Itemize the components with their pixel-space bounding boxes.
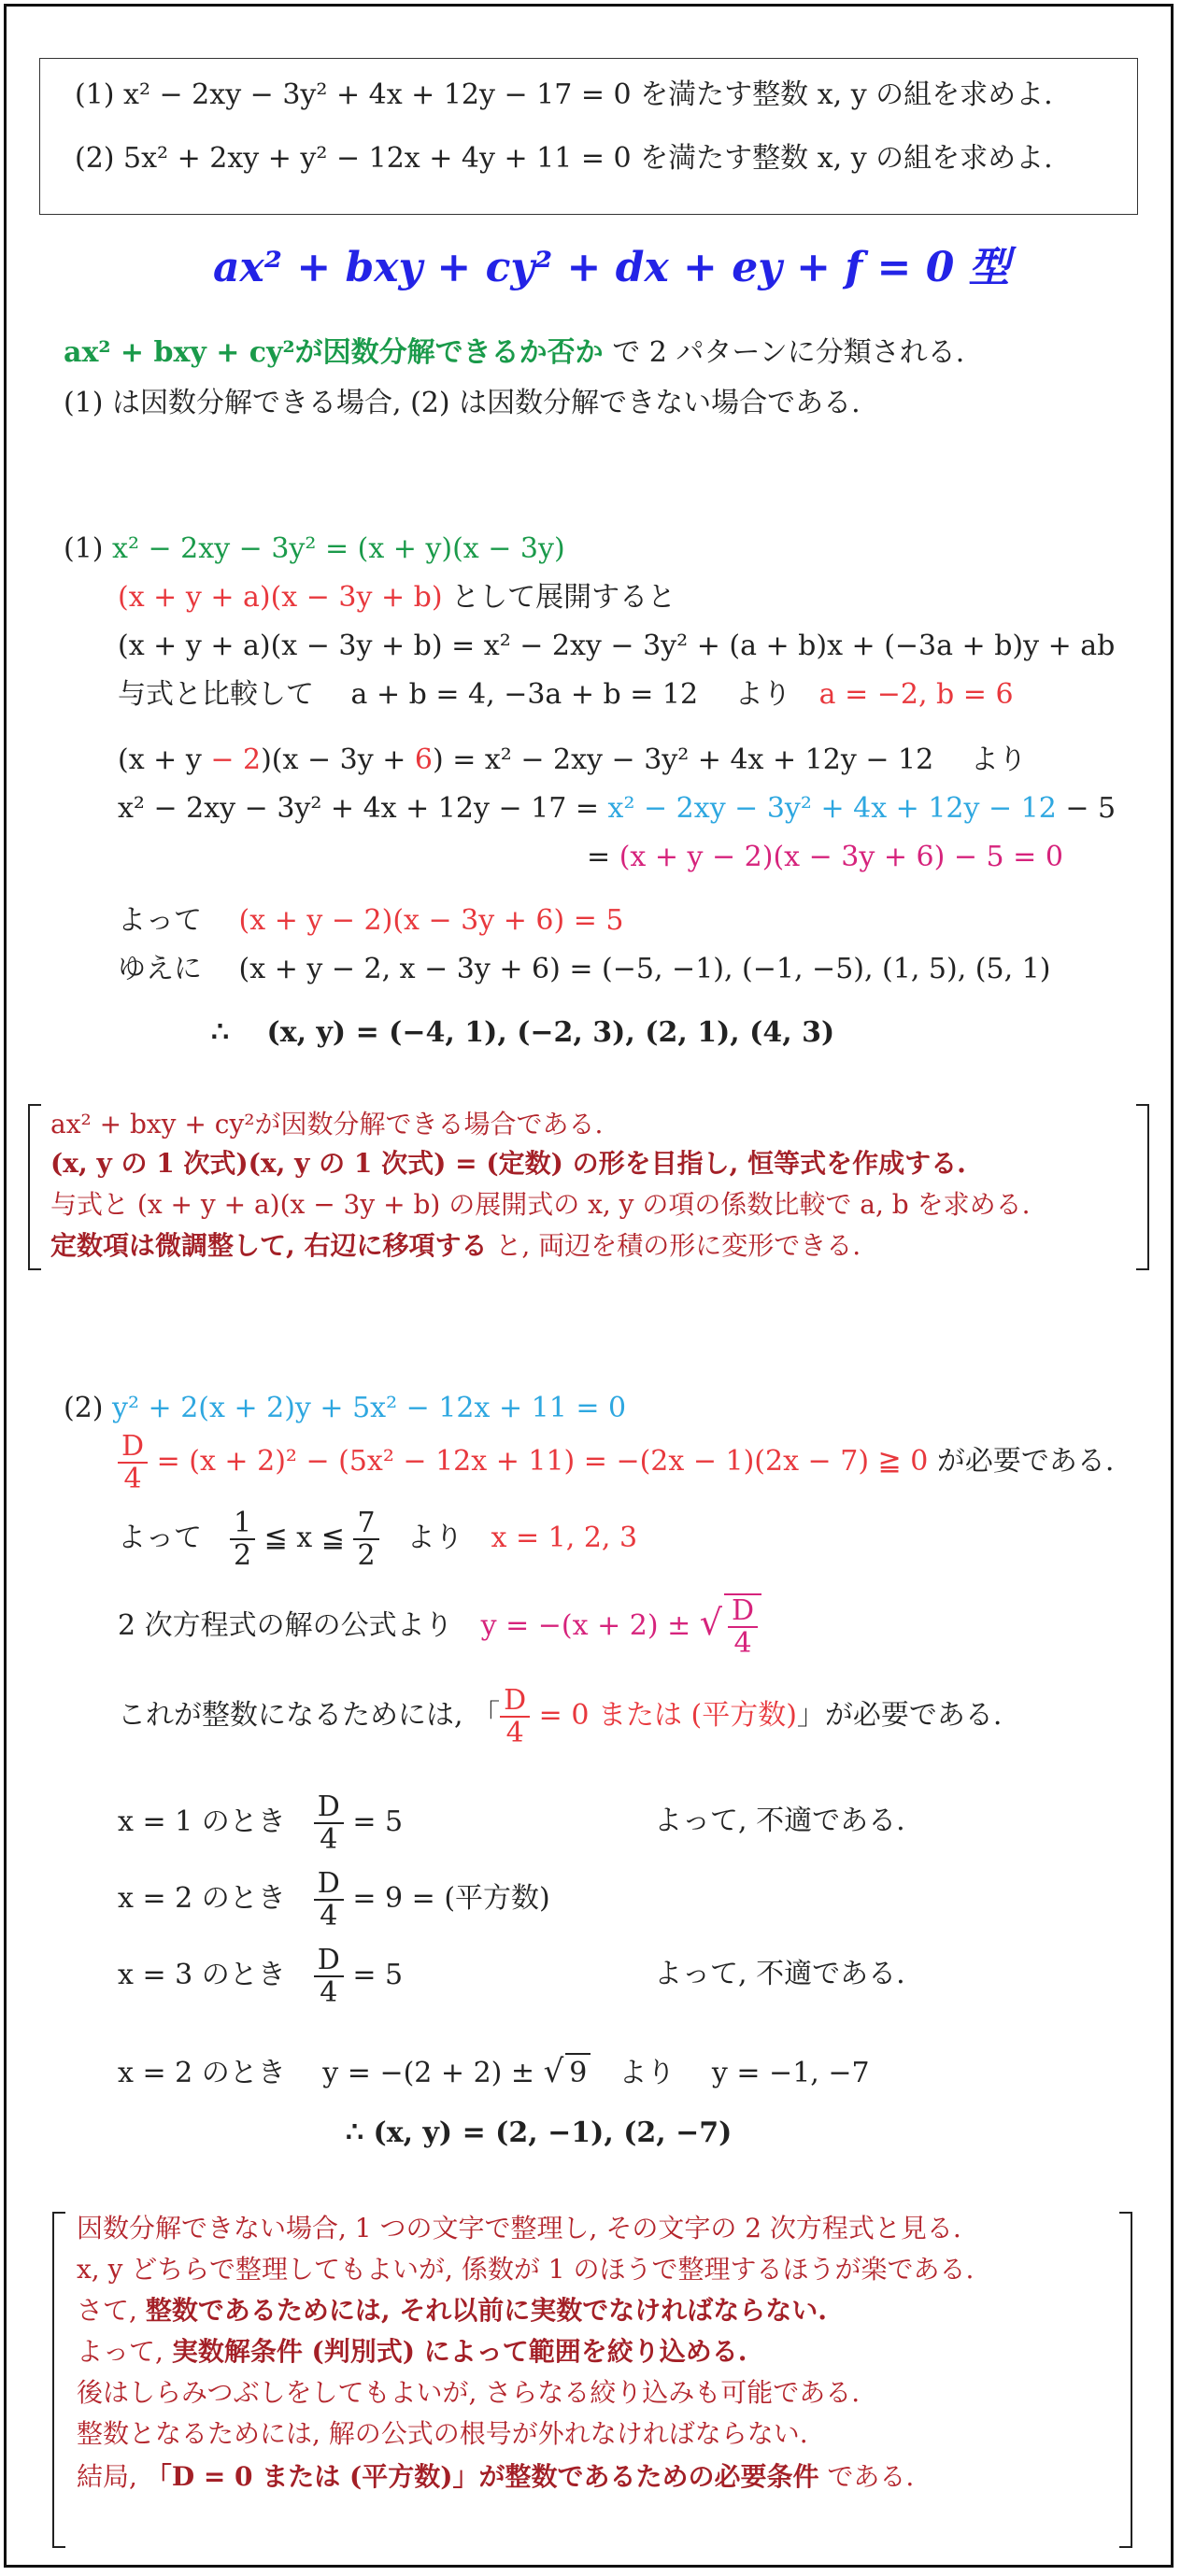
fraction-half — [230, 1507, 255, 1571]
part2-l5-red: = 0 または (平方数) — [530, 1699, 797, 1732]
note1-line-3: 与式と (x + y + a)(x − 3y + b) の展開式の x, y の項の係数比較で a, b を求める. — [50, 1189, 1031, 1220]
fraction-D-over-4-r1 — [314, 1791, 344, 1855]
note1-bracket-right — [1136, 1104, 1149, 1270]
part1-label: (1) — [64, 532, 113, 565]
part2-l5-b: 」が必要である. — [796, 1699, 1003, 1732]
note2-line-4-bold: 実数解条件 (判別式) によって範囲を絞り込める. — [171, 2336, 747, 2367]
note1-line-4 — [50, 1229, 861, 1263]
part2-row-1-verdict: よって, 不適である. — [654, 1805, 905, 1837]
part2-line-2 — [118, 1431, 1114, 1494]
problem-1: (1) x² − 2xy − 3y² + 4x + 12y − 17 = 0 を満たす整数 x, y の組を求めよ. — [75, 78, 1053, 111]
frac-num: D — [314, 1945, 344, 1977]
frac-num: 1 — [230, 1507, 255, 1540]
note2-line-5: 後はしらみつぶしをしてもよいが, さらなる絞り込みも可能である. — [77, 2377, 861, 2408]
note2-line-3-a: さて, — [77, 2295, 146, 2326]
frac-den: 2 — [357, 1539, 376, 1572]
note2-line-7-rest: である. — [818, 2461, 915, 2492]
frac-den: 4 — [733, 1627, 752, 1660]
part1-l8-a: よって — [118, 904, 239, 937]
part2-line-5 — [118, 1685, 1002, 1748]
note1-line-2-bold: (x, y の 1 次式)(x, y の 1 次式) = (定数) の形を目指し, 恒等式を作成する. — [50, 1148, 966, 1179]
frac-den: 2 — [234, 1539, 252, 1572]
part1-line-1 — [64, 531, 565, 567]
fraction-D-over-4-2 — [500, 1685, 530, 1748]
note2-line-4-a: よって, — [77, 2336, 172, 2367]
part2-line-4 — [118, 1593, 761, 1659]
part1-line-6 — [118, 790, 1116, 827]
part2-line-9 — [118, 2051, 870, 2092]
frac-num: D — [314, 1791, 344, 1824]
part1-line-9: ゆえに (x + y − 2, x − 3y + 6) = (−5, −1), (−1, −5), (1, 5), (5, 1) — [118, 953, 1051, 985]
part1-line-8 — [118, 902, 624, 939]
frac-num: 7 — [353, 1507, 378, 1540]
frac-num: D — [314, 1868, 344, 1901]
frac-den: 4 — [320, 1900, 338, 1932]
part2-equation: y² + 2(x + 2)y + 5x² − 12x + 11 = 0 — [112, 1392, 627, 1424]
sqrt-body — [724, 1593, 761, 1659]
note2-line-7-a: 結局, — [77, 2461, 146, 2492]
sqrt-nine: 9 — [565, 2053, 590, 2091]
part2-formula: y = −(x + 2) ± — [480, 1609, 700, 1642]
part1-l5-c: ) = x² − 2xy − 3y² + 4x + 12y − 12 より — [432, 743, 1027, 776]
part2-row-3-verdict: よって, 不適である. — [654, 1958, 905, 1990]
intro-rest: で 2 パターンに分類される. — [603, 336, 965, 369]
note2-line-1: 因数分解できない場合, 1 つの文字で整理し, その文字の 2 次方程式と見る. — [77, 2213, 961, 2243]
sqrt-sign: √ — [699, 1602, 722, 1643]
part2-l2-rest: が必要である. — [928, 1445, 1115, 1478]
part2-l9-a: x = 2 のとき y = −(2 + 2) ± — [118, 2057, 544, 2089]
note2-bracket-right — [1119, 2212, 1132, 2548]
fraction-seven-halves — [353, 1507, 378, 1571]
note2-line-4 — [77, 2335, 747, 2369]
frac-den: 4 — [320, 1823, 338, 1856]
frac-den: 4 — [320, 1976, 338, 2009]
part1-compare: 与式と比較して a + b = 4, −3a + b = 12 より — [118, 678, 819, 711]
part1-line-3: (x + y + a)(x − 3y + b) = x² − 2xy − 3y² + (a + b)x + (−3a + b)y + ab — [118, 630, 1116, 662]
part1-line-2 — [118, 579, 676, 616]
row-3-cond: x = 3 のとき — [118, 1959, 314, 1991]
page-title: ax² + bxy + cy² + dx + ey + f = 0 型 — [213, 244, 1010, 291]
frac-den: 4 — [505, 1717, 524, 1749]
part2-l3-mid: ≦ x ≦ — [255, 1522, 354, 1554]
part1-l7-a: = — [587, 841, 619, 873]
part1-factor: x² − 2xy − 3y² = (x + y)(x − 3y) — [112, 532, 565, 565]
part1-l8-red: (x + y − 2)(x − 3y + 6) = 5 — [238, 904, 624, 937]
note1-bracket-left — [28, 1104, 41, 1270]
part2-x-values: x = 1, 2, 3 — [491, 1522, 638, 1554]
fraction-D-over-4-r2 — [314, 1868, 344, 1932]
part1-l6-cyan: x² − 2xy − 3y² + 4x + 12y − 12 — [607, 792, 1057, 825]
part1-ansatz: (x + y + a)(x − 3y + b) — [118, 581, 443, 614]
part2-l5-a: これが整数になるためには, 「 — [118, 1699, 501, 1732]
part2-label: (2) — [64, 1392, 113, 1424]
part2-line-3 — [118, 1507, 637, 1571]
sqrt-sign-2: √ — [543, 2053, 564, 2090]
part1-l5-b: )(x − 3y + — [261, 743, 415, 776]
note1-line-2 — [50, 1147, 966, 1181]
note2-line-3 — [77, 2294, 827, 2328]
note1-line-1: ax² + bxy + cy²が因数分解できる場合である. — [50, 1109, 604, 1139]
frac-den: 4 — [123, 1463, 142, 1495]
part1-line-5 — [118, 742, 1027, 778]
part2-l4-a: 2 次方程式の解の公式より — [118, 1609, 481, 1642]
part1-line-7 — [587, 839, 1063, 875]
part1-ansatz-text: として展開すると — [442, 581, 676, 614]
part2-answer: ∴ (x, y) = (2, −1), (2, −7) — [346, 2116, 733, 2149]
part1-l5-r1: − 2 — [210, 743, 262, 776]
fraction-D-over-4-r3 — [314, 1945, 344, 2008]
frac-num: D — [118, 1431, 148, 1464]
intro-line-2: (1) は因数分解できる場合, (2) は因数分解できない場合である. — [64, 387, 861, 419]
note1-line-4-rest: と, 両辺を積の形に変形できる. — [487, 1230, 861, 1261]
part1-l6-b: − 5 — [1056, 792, 1117, 825]
part2-row-1 — [118, 1791, 403, 1855]
note2-line-2: x, y どちらで整理してもよいが, 係数が 1 のほうで整理するほうが楽である. — [77, 2254, 975, 2285]
part1-l6-a: x² − 2xy − 3y² + 4x + 12y − 17 = — [118, 792, 608, 825]
intro-line-1 — [64, 334, 964, 371]
problem-2: (2) 5x² + 2xy + y² − 12x + 4y + 11 = 0 を満たす整数 x, y の組を求めよ. — [75, 142, 1053, 175]
note1-line-4-bold: 定数項は微調整して, 右辺に移項する — [50, 1230, 488, 1261]
note2-bracket-left — [52, 2212, 65, 2548]
row-3-value: = 5 — [343, 1959, 404, 1991]
row-2-cond: x = 2 のとき — [118, 1882, 314, 1915]
note2-line-6: 整数となるためには, 解の公式の根号が外れなければならない. — [77, 2418, 808, 2449]
frac-num: D — [500, 1685, 530, 1718]
note2-line-7 — [77, 2460, 914, 2494]
part1-line-4 — [118, 676, 1014, 713]
part1-l7-pink: (x + y − 2)(x − 3y + 6) − 5 = 0 — [619, 841, 1063, 873]
part2-line-1 — [64, 1390, 626, 1426]
part1-l5-a: (x + y — [118, 743, 211, 776]
part2-l3-b: より — [378, 1522, 491, 1554]
note2-line-7-bold: 「D = 0 または (平方数)」が整数であるための必要条件 — [145, 2461, 819, 2492]
part2-discriminant: = (x + 2)² − (5x² − 12x + 11) = −(2x − 1)(2x − 7) ≧ 0 — [148, 1445, 929, 1478]
part2-row-2 — [118, 1868, 550, 1932]
frac-num: D — [728, 1595, 758, 1628]
row-1-value: = 5 — [343, 1805, 404, 1838]
note2-line-3-bold: 整数であるためには, それ以前に実数でなければならない. — [145, 2295, 828, 2326]
part1-ab-values: a = −2, b = 6 — [818, 678, 1014, 711]
part1-l5-r2: 6 — [414, 743, 433, 776]
part2-row-3 — [118, 1945, 403, 2008]
row-2-value: = 9 = (平方数) — [343, 1882, 550, 1915]
part2-l3-a: よって — [118, 1522, 230, 1554]
part1-answer: ∴ (x, y) = (−4, 1), (−2, 3), (2, 1), (4, 3) — [211, 1016, 835, 1049]
sqrt-frac — [728, 1595, 758, 1659]
intro-highlight: ax² + bxy + cy²が因数分解できるか否か — [64, 336, 604, 369]
part2-l9-b: より y = −1, −7 — [590, 2057, 870, 2089]
row-1-cond: x = 1 のとき — [118, 1805, 314, 1838]
fraction-D-over-4 — [118, 1431, 148, 1494]
